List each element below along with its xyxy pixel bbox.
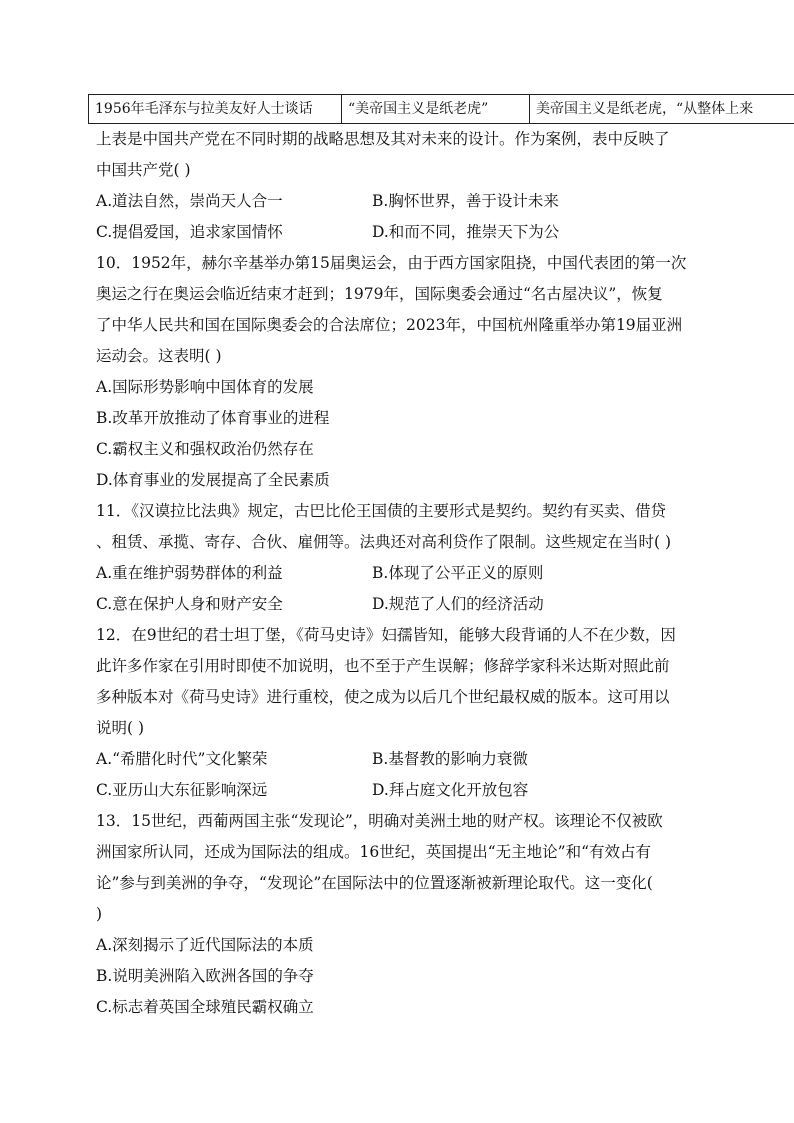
table-cell-detail: 美帝国主义是纸老虎，“从整体上来	[536, 101, 754, 117]
q10-stem-line-2: 奥运之行在奥运会临近结束才赶到；1979年，国际奥委会通过“名古屋决议”，恢复	[96, 285, 663, 303]
q12-option-a[interactable]: A.“希腊化时代”文化繁荣	[96, 750, 268, 768]
q11-option-a[interactable]: A.重在维护弱势群体的利益	[96, 564, 283, 582]
q11-options-row-1	[96, 558, 706, 589]
q12-stem-line-1: 12．在9世纪的君士坦丁堡，《荷马史诗》妇孺皆知，能够大段背诵的人不在少数，因	[96, 626, 676, 644]
q11-options-row-2	[96, 589, 706, 620]
q12-stem-line-2: 此许多作家在引用时即使不加说明，也不至于产生误解；修辞学家科米达斯对照此前	[96, 657, 670, 675]
q11-option-d[interactable]: D.规范了人们的经济活动	[372, 595, 544, 613]
q10-stem-line-3: 了中华人民共和国在国际奥委会的合法席位；2023年，中国杭州隆重举办第19届亚洲	[96, 316, 683, 334]
q11-option-c[interactable]: C.意在保护人身和财产安全	[96, 595, 283, 613]
q11-stem-line-2: 、租赁、承揽、寄存、合伙、雇佣等。法典还对高利贷作了限制。这些规定在当时( )	[96, 533, 672, 551]
q9-options-row-2	[96, 217, 706, 248]
q12-stem-line-4: 说明( )	[96, 719, 145, 737]
q10-stem-line-1: 10．1952年，赫尔辛基举办第15届奥运会，由于西方国家阻挠，中国代表团的第一次	[96, 254, 687, 272]
q9-option-c[interactable]: C.提倡爱国，追求家国情怀	[96, 223, 283, 241]
q13-option-b[interactable]: B.说明美洲陷入欧洲各国的争夺	[96, 967, 314, 985]
q13-stem-line-3: 论”参与到美洲的争夺，“发现论”在国际法中的位置逐渐被新理论取代。这一变化(	[96, 874, 653, 892]
q11-stem-line-1: 11．《汉谟拉比法典》规定，古巴比伦王国债的主要形式是契约。契约有买卖、借贷	[96, 502, 666, 520]
q12-option-d[interactable]: D.拜占庭文化开放包容	[372, 781, 529, 799]
q12-options-row-2	[96, 775, 706, 806]
q9-stem-line-1: 上表是中国共产党在不同时期的战略思想及其对未来的设计。作为案例，表中反映了	[96, 130, 670, 148]
strategy-table-row	[88, 94, 794, 124]
q9-option-a[interactable]: A.道法自然，崇尚天人合一	[96, 192, 283, 210]
q13-stem-line-1: 13．15世纪，西葡两国主张“发现论”，明确对美洲土地的财产权。该理论不仅被欧	[96, 812, 663, 830]
q10-option-c[interactable]: C.霸权主义和强权政治仍然存在	[96, 440, 314, 458]
q9-stem-line-2: 中国共产党( )	[96, 161, 191, 179]
q11-option-b[interactable]: B.体现了公平正义的原则	[372, 564, 544, 582]
q9-options-row-1	[96, 186, 706, 217]
q10-stem-line-4: 运动会。这表明( )	[96, 347, 222, 365]
q12-stem-line-3: 多种版本对《荷马史诗》进行重校，使之成为以后几个世纪最权威的版本。这可用以	[96, 688, 670, 706]
table-cell-slogan: “美帝国主义是纸老虎”	[342, 95, 530, 123]
q13-stem-line-4: )	[96, 905, 103, 923]
table-cell-year-event: 1956年毛泽东与拉美友好人士谈话	[89, 95, 342, 123]
q10-option-d[interactable]: D.体育事业的发展提高了全民素质	[96, 471, 330, 489]
q12-option-b[interactable]: B.基督教的影响力衰微	[372, 750, 528, 768]
q9-option-d[interactable]: D.和而不同，推崇天下为公	[372, 223, 560, 241]
q10-option-a[interactable]: A.国际形势影响中国体育的发展	[96, 378, 314, 396]
q13-option-a[interactable]: A.深刻揭示了近代国际法的本质	[96, 936, 314, 954]
q13-option-c[interactable]: C.标志着英国全球殖民霸权确立	[96, 998, 314, 1016]
q13-stem-line-2: 洲国家所认同，还成为国际法的组成。16世纪，英国提出“无主地论”和“有效占有	[96, 843, 651, 861]
q12-option-c[interactable]: C.亚历山大东征影响深远	[96, 781, 268, 799]
q12-options-row-1	[96, 744, 706, 775]
question-content	[96, 124, 706, 1023]
q9-option-b[interactable]: B.胸怀世界，善于设计未来	[372, 192, 559, 210]
q10-option-b[interactable]: B.改革开放推动了体育事业的进程	[96, 409, 330, 427]
